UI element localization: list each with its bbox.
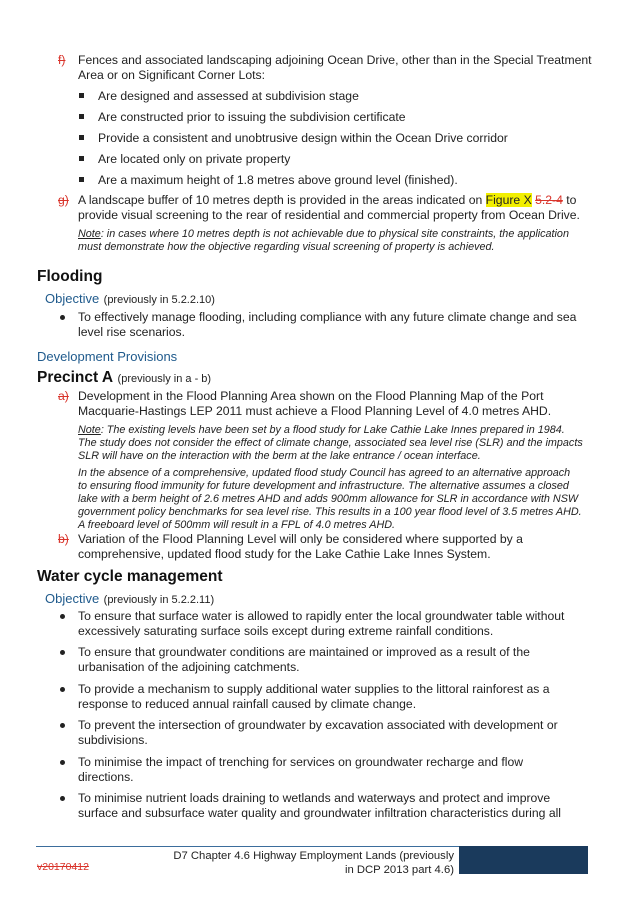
item-g-line1-end: to <box>562 193 577 207</box>
footer-title-line1: D7 Chapter 4.6 Highway Employment Lands (previously <box>173 850 454 862</box>
item-a-line1: Development in the Flood Planning Area shown on the Flood Planning Map of the Port <box>78 389 544 403</box>
item-a-line2: Macquarie-Hastings LEP 2011 must achieve a Flood Planning Level of 4.0 metres AHD. <box>78 404 552 418</box>
water-bullet-6-line1: To minimise nutrient loads draining to wetlands and waterways and protect and improve <box>78 791 551 805</box>
precinct-title: Precinct A <box>37 369 114 386</box>
item-g-marker: g) <box>58 193 69 207</box>
flood-note2-line4: government policy benchmarks for sea level rise. This results in a 100 year flood level of 3.5 metres AHD. <box>78 506 582 518</box>
item-g-note-line1 <box>78 228 569 242</box>
item-f-marker: f) <box>58 53 66 67</box>
water-cycle-heading: Water cycle management <box>37 568 223 585</box>
bullet-square-icon <box>79 156 84 161</box>
figure-x-highlight: Figure X <box>485 193 532 207</box>
water-bullet-5-line1: To minimise the impact of trenching for services on groundwater recharge and flow <box>78 755 524 769</box>
flood-note2-line3: lake with a berm height of 2.6 metres AHD and adds 900mm allowance for SLR in accordance with NSW <box>78 493 579 505</box>
objective-label: Objective <box>45 591 100 606</box>
struck-figure-ref: 5.2-4 <box>535 193 563 207</box>
note-label: Note <box>78 424 101 436</box>
item-b-marker: b) <box>58 532 69 546</box>
footer-title-line2: in DCP 2013 part 4.6) <box>344 864 454 876</box>
bullet-square-icon <box>79 114 84 119</box>
item-f-bullet-5: Are a maximum height of 1.8 metres above ground level (finished). <box>98 173 458 187</box>
water-bullet-5-line2: directions. <box>78 770 134 784</box>
bullet-dot-icon <box>60 760 65 765</box>
bullet-dot-icon <box>60 796 65 801</box>
flood-note-line1 <box>78 424 565 438</box>
water-bullet-4-line2: subdivisions. <box>78 733 148 747</box>
water-bullet-4-line1: To prevent the intersection of groundwater by excavation associated with development or <box>78 718 558 732</box>
bullet-square-icon <box>79 93 84 98</box>
flood-note-line3: SLR will have on the interaction with the berm at the lake entrance / ocean interface. <box>78 450 481 462</box>
footer-title <box>150 849 454 877</box>
objective-ref: (previously in 5.2.2.11) <box>103 594 215 606</box>
item-f-bullet-3: Provide a consistent and unobtrusive design within the Ocean Drive corridor <box>98 131 508 145</box>
water-bullet-2-line1: To ensure that groundwater conditions are maintained or improved as a result of the <box>78 645 530 659</box>
flood-note2-line2: to ensuring flood immunity for future development and infrastructure. The alternative assumes a closed <box>78 480 569 492</box>
note-text: : The existing levels have been set by a flood study for Lake Cathie Lake Innes prepared in 1984. <box>100 424 565 436</box>
water-bullet-1-line1: To ensure that surface water is allowed to rapidly enter the local groundwater table without <box>78 609 565 623</box>
flood-note2-line5: A freeboard level of 500mm will result in a FPL of 4.0 metres AHD. <box>78 519 396 531</box>
item-f-bullet-2: Are constructed prior to issuing the subdivision certificate <box>98 110 406 124</box>
note-text: : in cases where 10 metres depth is not achievable due to physical site constraints, the application <box>100 228 569 240</box>
bullet-dot-icon <box>60 723 65 728</box>
flooding-objective-heading <box>45 290 215 308</box>
flooding-heading: Flooding <box>37 268 103 285</box>
footer-color-block <box>459 846 588 874</box>
objective-label: Objective <box>45 291 100 306</box>
item-f-line2: Area or on Significant Corner Lots: <box>78 68 265 82</box>
flooding-objective-line1: To effectively manage flooding, including compliance with any future climate change and sea <box>78 310 577 324</box>
bullet-square-icon <box>79 135 84 140</box>
footer-version: v20170412 <box>37 861 89 873</box>
item-f-bullet-4: Are located only on private property <box>98 152 291 166</box>
item-a-marker: a) <box>58 389 69 403</box>
objective-ref: (previously in 5.2.2.10) <box>103 294 215 306</box>
bullet-dot-icon <box>60 614 65 619</box>
note-label: Note <box>78 228 101 240</box>
flooding-objective-line2: level rise scenarios. <box>78 325 186 339</box>
item-g-note-line2: must demonstrate how the objective regarding visual screening of property is achieved. <box>78 241 495 253</box>
development-provisions-heading: Development Provisions <box>37 349 178 364</box>
item-g-line2: provide visual screening to the rear of residential and commercial property from Ocean Drive. <box>78 208 580 222</box>
bullet-dot-icon <box>60 315 65 320</box>
item-f-line1: Fences and associated landscaping adjoining Ocean Drive, other than in the Special Treatment <box>78 53 592 67</box>
water-objective-heading <box>45 590 214 608</box>
item-b-line1: Variation of the Flood Planning Level will only be considered where supported by a <box>78 532 523 546</box>
item-g-line1 <box>78 193 576 208</box>
water-bullet-3-line1: To provide a mechanism to supply additional water supplies to the littoral rainforest as a <box>78 682 550 696</box>
bullet-square-icon <box>79 177 84 182</box>
water-bullet-3-line2: response to reduced annual rainfall caused by climate change. <box>78 697 417 711</box>
flood-note2-line1: In the absence of a comprehensive, updated flood study Council has agreed to an alternative approach <box>78 467 571 479</box>
water-bullet-6-line2: surface and subsurface water quality and groundwater infiltration characteristics during all <box>78 806 562 820</box>
item-b-line2: comprehensive, updated flood study for the Lake Cathie Lake Innes System. <box>78 547 491 561</box>
flood-note-line2: The study does not consider the effect of climate change, associated sea level rise (SLR) and the impacts <box>78 437 583 449</box>
precinct-heading <box>37 369 211 387</box>
precinct-ref: (previously in a - b) <box>117 373 212 385</box>
water-bullet-2-line2: urbanisation of the adjoining catchments. <box>78 660 300 674</box>
water-bullet-1-line2: excessively saturating surface soils except during extreme rainfall conditions. <box>78 624 494 638</box>
bullet-dot-icon <box>60 650 65 655</box>
item-f-bullet-1: Are designed and assessed at subdivision stage <box>98 89 359 103</box>
item-g-line1-text: A landscape buffer of 10 metres depth is provided in the areas indicated on <box>78 193 486 207</box>
bullet-dot-icon <box>60 687 65 692</box>
